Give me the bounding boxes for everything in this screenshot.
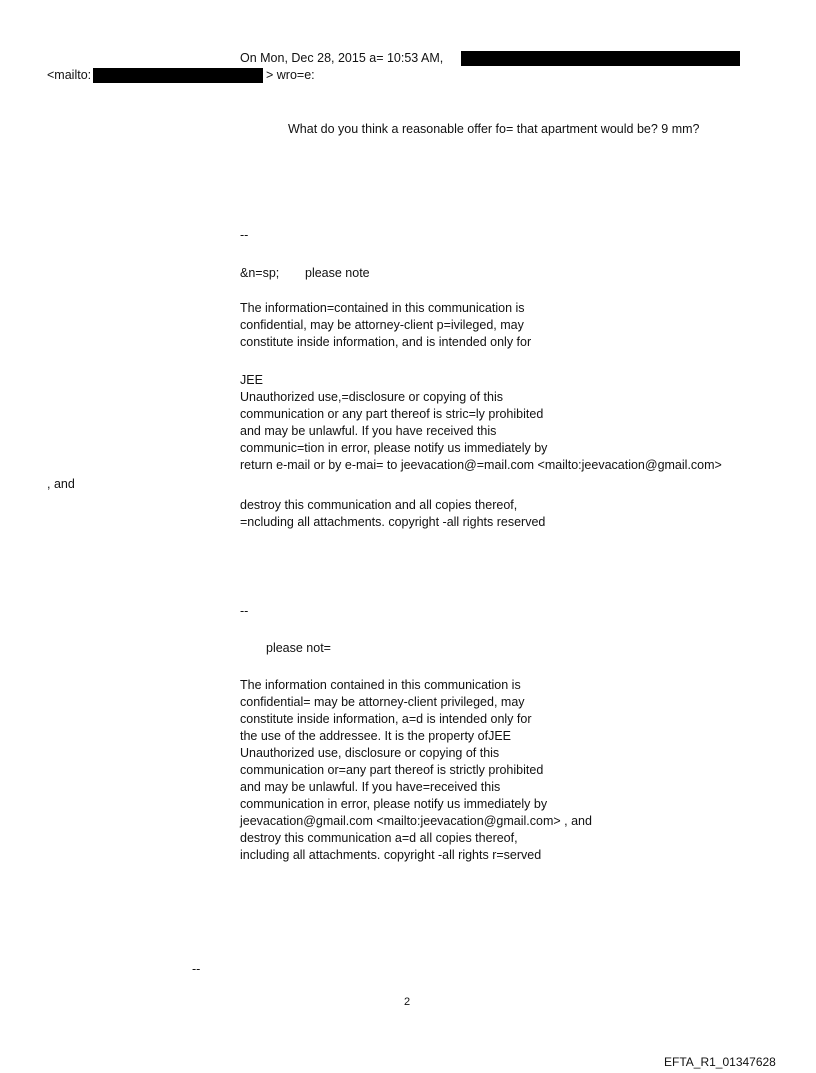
- disclaimer-line: The information contained in this communication is: [240, 678, 521, 692]
- disclaimer-line: communication or any part thereof is stric=ly prohibited: [240, 407, 544, 421]
- disclaimer-line: Unauthorized use, disclosure or copying of this: [240, 746, 500, 760]
- disclaimer-line: the use of the addressee. It is the property ofJEE: [240, 729, 511, 743]
- signature-note-prefix: &n=sp;: [240, 266, 280, 280]
- signature-note-heading: please note: [305, 266, 370, 280]
- disclaimer-line: JEE: [240, 373, 263, 387]
- redaction-bar-sender-email: [93, 68, 263, 83]
- disclaimer-line: communication in error, please notify us immediately by: [240, 797, 548, 811]
- footer-separator: --: [192, 962, 201, 976]
- signature-separator: --: [240, 228, 249, 242]
- disclaimer-line: destroy this communication and all copies thereof,: [240, 498, 518, 512]
- disclaimer-line: confidential, may be attorney-client p=ivileged, may: [240, 318, 524, 332]
- disclaimer-line: communic=tion in error, please notify us immediately by: [240, 441, 548, 455]
- page-number: 2: [404, 996, 411, 1008]
- reply-header-date: On Mon, Dec 28, 2015 a= 10:53 AM,: [240, 51, 444, 65]
- redaction-bar-sender-name: [461, 51, 740, 66]
- disclaimer-line: constitute inside information, a=d is intended only for: [240, 712, 532, 726]
- disclaimer-line-email: return e-mail or by e-mai= to jeevacation@=mail.com <mailto:jeevacation@gmail.com>: [240, 458, 722, 472]
- disclaimer-line: =ncluding all attachments. copyright -all rights reserved: [240, 515, 546, 529]
- disclaimer-line: Unauthorized use,=disclosure or copying of this: [240, 390, 503, 404]
- disclaimer-line-email: jeevacation@gmail.com <mailto:jeevacation@gmail.com> , and: [240, 814, 592, 828]
- reply-header-mailto-prefix: <mailto:: [47, 68, 92, 82]
- bates-number: EFTA_R1_01347628: [664, 1055, 776, 1069]
- disclaimer-line: communication or=any part thereof is strictly prohibited: [240, 763, 544, 777]
- disclaimer-line: destroy this communication a=d all copies thereof,: [240, 831, 518, 845]
- disclaimer-line: and may be unlawful. If you have received this: [240, 424, 497, 438]
- disclaimer-line: The information=contained in this communication is: [240, 301, 525, 315]
- reply-header-wrote: > wro=e:: [266, 68, 315, 82]
- signature-note-heading: please not=: [266, 641, 331, 655]
- disclaimer-line: confidential= may be attorney-client privileged, may: [240, 695, 525, 709]
- stray-and-text: , and: [47, 477, 75, 491]
- signature-separator: --: [240, 604, 249, 618]
- disclaimer-line: and may be unlawful. If you have=received this: [240, 780, 501, 794]
- disclaimer-line: constitute inside information, and is intended only for: [240, 335, 532, 349]
- disclaimer-line: including all attachments. copyright -all rights r=served: [240, 848, 542, 862]
- quoted-question: What do you think a reasonable offer fo= that apartment would be? 9 mm?: [288, 122, 700, 136]
